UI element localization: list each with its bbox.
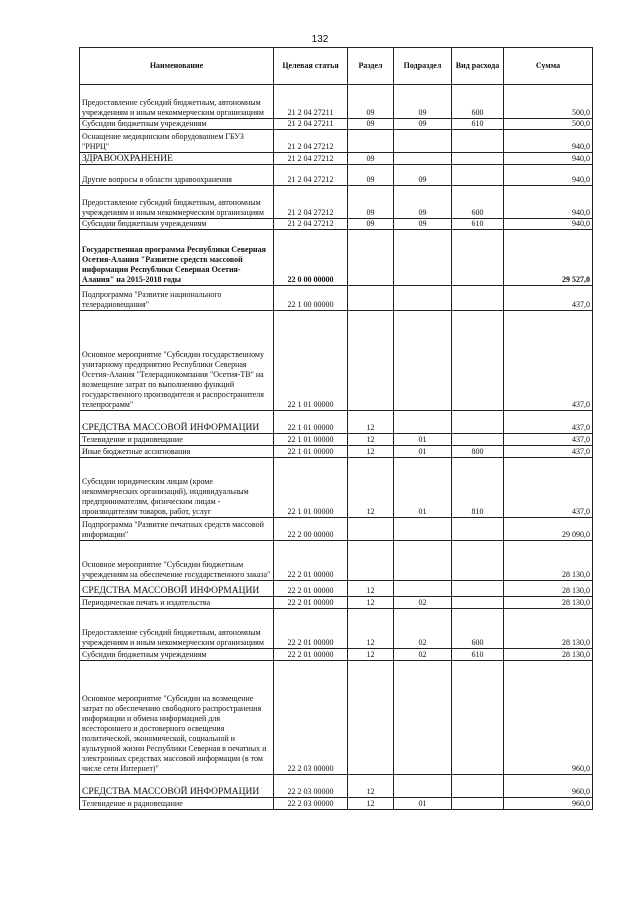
cell-section: 12 bbox=[348, 434, 394, 446]
cell-name: СРЕДСТВА МАССОВОЙ ИНФОРМАЦИИ bbox=[80, 411, 274, 434]
cell-name: Иные бюджетные ассигнования bbox=[80, 446, 274, 458]
cell-section: 09 bbox=[348, 186, 394, 219]
cell-subsection: 09 bbox=[394, 219, 452, 230]
cell-target-article: 22 2 01 00000 bbox=[274, 541, 348, 581]
table-row bbox=[80, 186, 593, 219]
cell-sum: 437,0 bbox=[504, 434, 593, 446]
cell-expense-type: 600 bbox=[452, 609, 504, 649]
table-row bbox=[80, 411, 593, 434]
cell-name: СРЕДСТВА МАССОВОЙ ИНФОРМАЦИИ bbox=[80, 775, 274, 798]
header-expense-type: Вид расхода bbox=[452, 48, 504, 85]
table-row bbox=[80, 518, 593, 541]
cell-expense-type: 800 bbox=[452, 446, 504, 458]
table-row bbox=[80, 219, 593, 230]
table-row bbox=[80, 153, 593, 165]
cell-sum: 28 130,0 bbox=[504, 597, 593, 609]
cell-name: Оснащение медицинским оборудованием ГБУЗ "РНРЦ" bbox=[80, 130, 274, 153]
cell-target-article: 22 2 01 00000 bbox=[274, 609, 348, 649]
cell-section: 09 bbox=[348, 153, 394, 165]
cell-sum: 437,0 bbox=[504, 458, 593, 518]
cell-subsection: 09 bbox=[394, 85, 452, 119]
cell-target-article: 21 2 04 27211 bbox=[274, 119, 348, 130]
table-row bbox=[80, 434, 593, 446]
cell-section bbox=[348, 230, 394, 286]
cell-expense-type bbox=[452, 798, 504, 810]
cell-name: Субсидии бюджетным учреждениям bbox=[80, 649, 274, 661]
cell-subsection bbox=[394, 311, 452, 411]
cell-target-article: 22 1 01 00000 bbox=[274, 434, 348, 446]
cell-section: 12 bbox=[348, 458, 394, 518]
cell-section bbox=[348, 541, 394, 581]
cell-sum: 28 130,0 bbox=[504, 581, 593, 597]
cell-sum: 940,0 bbox=[504, 186, 593, 219]
cell-target-article: 21 2 04 27212 bbox=[274, 219, 348, 230]
cell-name: СРЕДСТВА МАССОВОЙ ИНФОРМАЦИИ bbox=[80, 581, 274, 597]
cell-subsection bbox=[394, 661, 452, 775]
cell-target-article: 21 2 04 27212 bbox=[274, 165, 348, 186]
table-header-row bbox=[80, 48, 593, 85]
table-body bbox=[80, 85, 593, 810]
cell-target-article: 21 2 04 27211 bbox=[274, 85, 348, 119]
header-target-article: Целевая статья bbox=[274, 48, 348, 85]
cell-name: Телевидение и радиовещание bbox=[80, 798, 274, 810]
cell-section bbox=[348, 311, 394, 411]
cell-target-article: 21 2 04 27212 bbox=[274, 153, 348, 165]
cell-target-article: 21 2 04 27212 bbox=[274, 186, 348, 219]
cell-expense-type: 600 bbox=[452, 85, 504, 119]
cell-target-article: 22 2 03 00000 bbox=[274, 775, 348, 798]
cell-sum: 29 527,0 bbox=[504, 230, 593, 286]
cell-expense-type: 610 bbox=[452, 219, 504, 230]
cell-subsection: 02 bbox=[394, 649, 452, 661]
table-row bbox=[80, 798, 593, 810]
table-row bbox=[80, 597, 593, 609]
cell-expense-type: 810 bbox=[452, 458, 504, 518]
page-number: 132 bbox=[311, 34, 329, 45]
cell-sum: 960,0 bbox=[504, 661, 593, 775]
table-row bbox=[80, 311, 593, 411]
cell-subsection: 01 bbox=[394, 798, 452, 810]
cell-expense-type bbox=[452, 581, 504, 597]
cell-expense-type bbox=[452, 153, 504, 165]
cell-expense-type bbox=[452, 434, 504, 446]
cell-name: Другие вопросы в области здравоохранения bbox=[80, 165, 274, 186]
cell-name: Телевидение и радиовещание bbox=[80, 434, 274, 446]
cell-target-article: 22 2 01 00000 bbox=[274, 597, 348, 609]
cell-name: Основное мероприятие "Субсидии на возмещение затрат по обеспечению свободного распространения информации и обмена информацией для всестороннего и достоверного освещения политической, экономической, социальной и культурной жизни Республики Северная в печатных и электронных средствах массовой информации (в том числе сети Интернет)" bbox=[80, 661, 274, 775]
cell-subsection bbox=[394, 518, 452, 541]
cell-section: 12 bbox=[348, 581, 394, 597]
cell-sum: 28 130,0 bbox=[504, 541, 593, 581]
cell-subsection bbox=[394, 230, 452, 286]
cell-subsection: 02 bbox=[394, 609, 452, 649]
cell-section: 12 bbox=[348, 649, 394, 661]
cell-sum: 500,0 bbox=[504, 85, 593, 119]
cell-expense-type bbox=[452, 411, 504, 434]
cell-subsection bbox=[394, 153, 452, 165]
cell-target-article: 22 1 01 00000 bbox=[274, 311, 348, 411]
cell-expense-type bbox=[452, 230, 504, 286]
table-row bbox=[80, 458, 593, 518]
cell-subsection: 01 bbox=[394, 446, 452, 458]
cell-target-article: 22 1 00 00000 bbox=[274, 286, 348, 311]
cell-name: ЗДРАВООХРАНЕНИЕ bbox=[80, 153, 274, 165]
cell-expense-type bbox=[452, 165, 504, 186]
cell-name: Субсидии юридическим лицам (кроме некоммерческих организаций), индивидуальным предпринимателям, физическим лицам - производителям товаров, работ, услуг bbox=[80, 458, 274, 518]
cell-expense-type bbox=[452, 286, 504, 311]
cell-target-article: 22 1 01 00000 bbox=[274, 446, 348, 458]
table-row bbox=[80, 446, 593, 458]
cell-subsection bbox=[394, 286, 452, 311]
table-row bbox=[80, 230, 593, 286]
header-sum: Сумма bbox=[504, 48, 593, 85]
cell-sum: 940,0 bbox=[504, 219, 593, 230]
header-name: Наименование bbox=[80, 48, 274, 85]
cell-expense-type: 600 bbox=[452, 186, 504, 219]
cell-sum: 437,0 bbox=[504, 446, 593, 458]
cell-sum: 940,0 bbox=[504, 153, 593, 165]
cell-target-article: 22 1 01 00000 bbox=[274, 458, 348, 518]
table-row bbox=[80, 286, 593, 311]
cell-subsection: 09 bbox=[394, 119, 452, 130]
cell-name: Предоставление субсидий бюджетным, автономным учреждениям и иным некоммерческим организациям bbox=[80, 609, 274, 649]
cell-target-article: 22 0 00 00000 bbox=[274, 230, 348, 286]
cell-expense-type: 610 bbox=[452, 649, 504, 661]
cell-section: 09 bbox=[348, 165, 394, 186]
table-row bbox=[80, 581, 593, 597]
cell-sum: 29 090,0 bbox=[504, 518, 593, 541]
cell-subsection: 02 bbox=[394, 597, 452, 609]
cell-target-article: 22 1 01 00000 bbox=[274, 411, 348, 434]
cell-sum: 437,0 bbox=[504, 411, 593, 434]
cell-name: Основное мероприятие "Субсидии государственному унитарному предприятию Республики Северная Осетия-Алания "Телерадиокомпания "Осетия-ТВ" на возмещение затрат по выполнению функций государственного производителя и распространителя телепрограмм" bbox=[80, 311, 274, 411]
cell-name: Предоставление субсидий бюджетным, автономным учреждениям и иным некоммерческим организациям bbox=[80, 85, 274, 119]
cell-sum: 500,0 bbox=[504, 119, 593, 130]
cell-subsection bbox=[394, 541, 452, 581]
table-row bbox=[80, 130, 593, 153]
cell-expense-type bbox=[452, 597, 504, 609]
cell-expense-type bbox=[452, 541, 504, 581]
cell-name: Предоставление субсидий бюджетным, автономным учреждениям и иным некоммерческим организациям bbox=[80, 186, 274, 219]
table-row bbox=[80, 119, 593, 130]
cell-section: 12 bbox=[348, 798, 394, 810]
cell-expense-type bbox=[452, 311, 504, 411]
cell-name: Субсидии бюджетным учреждениям bbox=[80, 219, 274, 230]
cell-subsection: 09 bbox=[394, 186, 452, 219]
cell-subsection: 01 bbox=[394, 458, 452, 518]
cell-sum: 960,0 bbox=[504, 775, 593, 798]
header-subsection: Подраздел bbox=[394, 48, 452, 85]
cell-sum: 437,0 bbox=[504, 286, 593, 311]
cell-name: Подпрограмма "Развитие национального телерадиовещания" bbox=[80, 286, 274, 311]
cell-section bbox=[348, 661, 394, 775]
cell-name: Субсидии бюджетным учреждениям bbox=[80, 119, 274, 130]
table-row bbox=[80, 775, 593, 798]
cell-section: 12 bbox=[348, 775, 394, 798]
cell-sum: 28 130,0 bbox=[504, 649, 593, 661]
cell-section: 12 bbox=[348, 411, 394, 434]
cell-target-article: 22 2 03 00000 bbox=[274, 661, 348, 775]
cell-subsection: 09 bbox=[394, 165, 452, 186]
cell-section bbox=[348, 130, 394, 153]
cell-target-article: 21 2 04 27212 bbox=[274, 130, 348, 153]
cell-section: 12 bbox=[348, 609, 394, 649]
cell-target-article: 22 2 01 00000 bbox=[274, 581, 348, 597]
cell-subsection bbox=[394, 581, 452, 597]
cell-expense-type bbox=[452, 661, 504, 775]
table-row bbox=[80, 541, 593, 581]
cell-section: 12 bbox=[348, 446, 394, 458]
cell-target-article: 22 2 01 00000 bbox=[274, 649, 348, 661]
table-row bbox=[80, 649, 593, 661]
cell-name: Подпрограмма "Развитие печатных средств массовой информации" bbox=[80, 518, 274, 541]
cell-target-article: 22 2 00 00000 bbox=[274, 518, 348, 541]
cell-sum: 960,0 bbox=[504, 798, 593, 810]
cell-name: Периодическая печать и издательства bbox=[80, 597, 274, 609]
cell-subsection bbox=[394, 775, 452, 798]
cell-sum: 940,0 bbox=[504, 130, 593, 153]
cell-sum: 28 130,0 bbox=[504, 609, 593, 649]
table-row bbox=[80, 609, 593, 649]
cell-section: 09 bbox=[348, 85, 394, 119]
cell-expense-type: 610 bbox=[452, 119, 504, 130]
cell-subsection bbox=[394, 130, 452, 153]
cell-name: Основное мероприятие "Субсидии бюджетным учреждениям на обеспечение государственного заказа" bbox=[80, 541, 274, 581]
cell-section: 12 bbox=[348, 597, 394, 609]
cell-section: 09 bbox=[348, 219, 394, 230]
cell-sum: 437,0 bbox=[504, 311, 593, 411]
cell-expense-type bbox=[452, 518, 504, 541]
cell-name: Государственная программа Республики Северная Осетия-Алания "Развитие средств массовой информации Республики Северная Осетия-Алания" на 2015-2018 годы bbox=[80, 230, 274, 286]
header-section: Раздел bbox=[348, 48, 394, 85]
budget-table bbox=[79, 47, 593, 810]
cell-expense-type bbox=[452, 130, 504, 153]
cell-target-article: 22 2 03 00000 bbox=[274, 798, 348, 810]
cell-section: 09 bbox=[348, 119, 394, 130]
table-row bbox=[80, 165, 593, 186]
table-row bbox=[80, 85, 593, 119]
cell-section bbox=[348, 518, 394, 541]
cell-subsection bbox=[394, 411, 452, 434]
cell-section bbox=[348, 286, 394, 311]
cell-subsection: 01 bbox=[394, 434, 452, 446]
table-row bbox=[80, 661, 593, 775]
cell-sum: 940,0 bbox=[504, 165, 593, 186]
cell-expense-type bbox=[452, 775, 504, 798]
